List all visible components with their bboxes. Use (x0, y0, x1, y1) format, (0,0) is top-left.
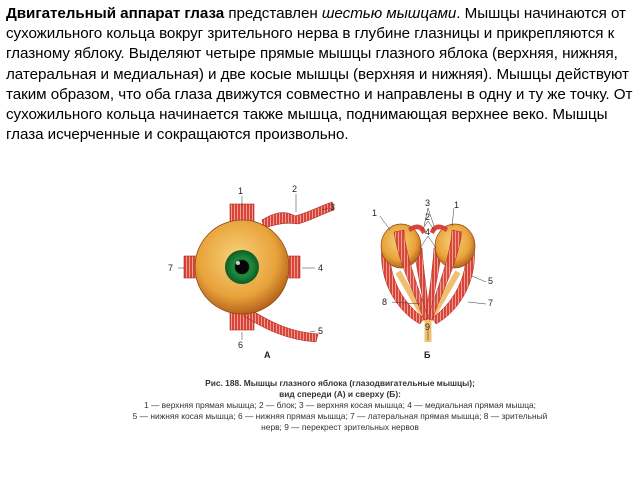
caption-line-3: нерв; 9 — перекрест зрительных нервов (261, 422, 419, 432)
description-paragraph (6, 4, 634, 145)
text-part-2: . Мышцы начинаются от сухожильного кольца вокруг зрительного нерва в глубине глазницы и прикрепляются к глазному яблоку. Выделяют четыре прямые мышцы глазного яблока (верхняя, нижняя, латеральная и медиальная) и две косые мышцы (верхняя и нижняя). Мышцы действуют таким образом, что оба глаза движутся совместно и направлены в одну и ту же точку. От сухожильного кольца начинается также мышца, поднимающая верхнее веко. Мышцы глаза исчерченные и сокращаются произвольно. (6, 5, 633, 144)
view-b-label: Б (424, 350, 431, 360)
a-label-3: 3 (330, 202, 336, 212)
b-label-7: 7 (488, 298, 494, 308)
pupil-highlight (236, 261, 240, 265)
a-label-6: 6 (238, 340, 244, 350)
emphasis-italic: шестью мышцами (321, 5, 457, 22)
caption-subtitle: вид спереди (А) и сверху (Б): (279, 389, 401, 399)
view-a-front (168, 184, 335, 360)
a-label-5: 5 (318, 326, 324, 336)
a-label-4: 4 (318, 263, 324, 273)
b-label-8: 8 (382, 297, 388, 307)
inferior-oblique-muscle (244, 308, 318, 342)
caption-line-2: 5 — нижняя косая мышца; 6 — нижняя прямая мышца; 7 — латеральная прямая мышца; 8 — зрительный (132, 411, 548, 421)
b-label-3: 3 (425, 198, 431, 208)
view-a-label: А (264, 350, 271, 360)
b-label-2: 2 (425, 212, 431, 222)
caption-line-1: 1 — верхняя прямая мышца; 2 — блок; 3 — верхняя косая мышца; 4 — медиальная прямая мышца; (144, 400, 536, 410)
a-label-7: 7 (168, 263, 174, 273)
b-label-5: 5 (488, 276, 494, 286)
eye-muscles-figure (150, 182, 530, 362)
b-label-9: 9 (425, 322, 431, 332)
view-b-top (372, 198, 493, 360)
caption-title: Рис. 188. Мышцы глазного яблока (глазодвигательные мышцы); (205, 378, 475, 388)
text-part-1: представлен (224, 5, 322, 22)
figure-caption (100, 378, 580, 433)
a-label-2: 2 (292, 184, 298, 194)
b-label-1-right: 1 (454, 200, 460, 210)
b-label-1-left: 1 (372, 208, 378, 218)
term-bold: Двигательный аппарат глаза (6, 5, 225, 22)
superior-oblique-muscle (262, 202, 334, 228)
b-label-4: 4 (425, 227, 431, 237)
a-label-1: 1 (238, 186, 244, 196)
